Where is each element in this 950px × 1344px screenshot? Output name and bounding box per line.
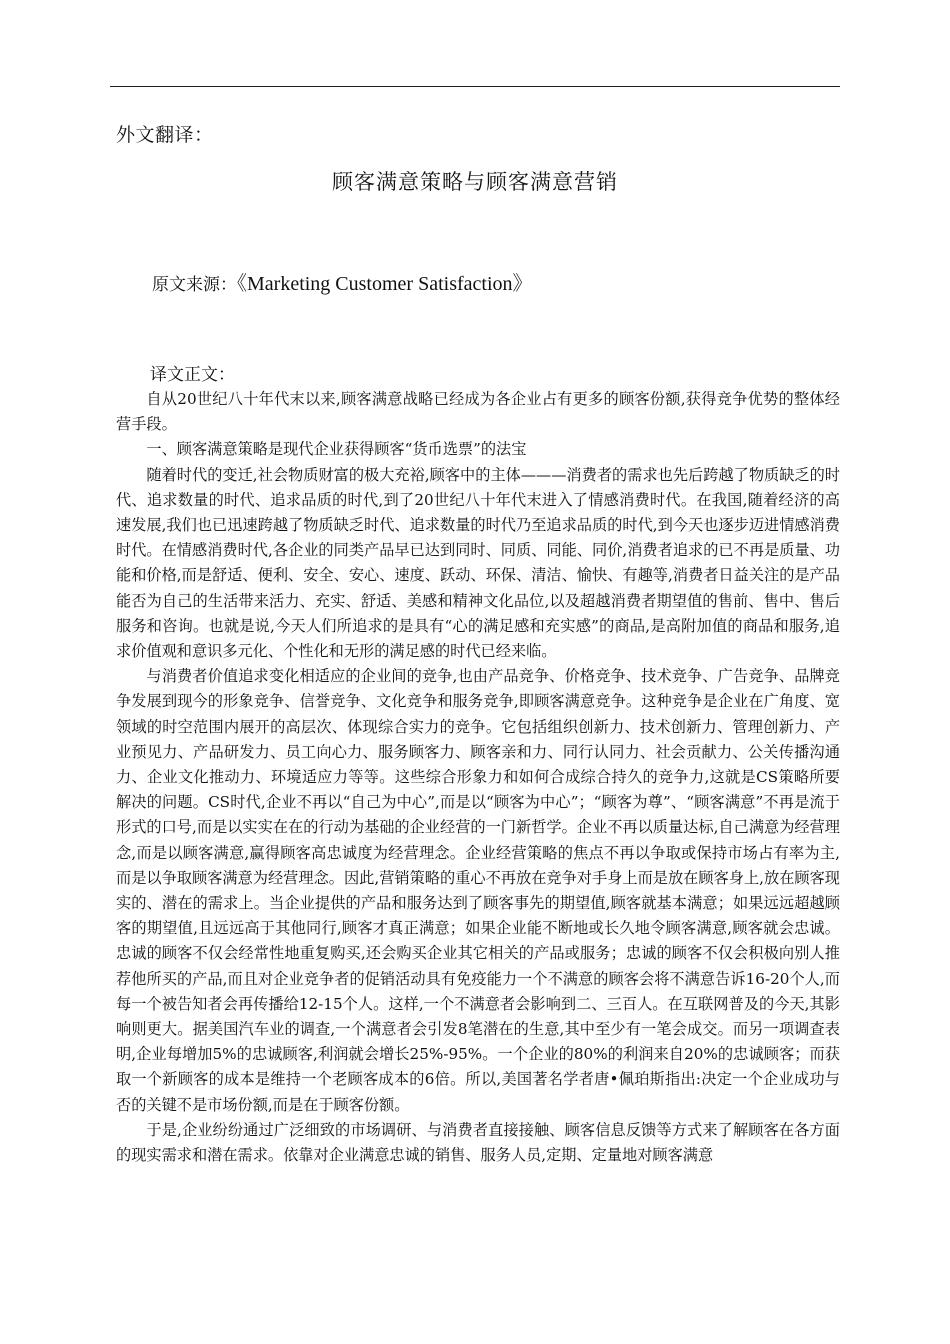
source-title: 《Marketing Customer Satisfaction》 <box>237 273 533 295</box>
paragraph: 自从20世纪八十年代末以来,顾客满意战略已经成为各企业占有更多的顾客份额,获得竞争优势的整体经营手段。 <box>116 390 840 434</box>
paragraph: 于是,企业纷纷通过广泛细致的市场调研、与消费者直接接触、顾客信息反馈等方式来了解顾客在各方面的现实需求和潜在需求。依靠对企业满意忠诚的销售、服务人员,定期、定量地对顾客满意 <box>116 1120 840 1165</box>
body-label: 译文正文： <box>150 365 235 385</box>
document-title: 顾客满意策略与顾客满意营销 <box>332 170 618 194</box>
paragraph: 与消费者价值追求变化相适应的企业间的竞争,也由产品竞争、价格竞争、技术竞争、广告竞争、品牌竞争发展到现今的形象竞争、信誉竞争、文化竞争和服务竞争,即顾客满意竞争。这种竞争是企业在广角度、宽领域的时空范围内展开的高层次、体现综合实力的竞争。它包括组织创新力、技术创新力、管理创新力、产业预见力、产品研发力、员工向心力、服务顾客力、顾客亲和力、同行认同力、社会贡献力、公关传播沟通力、企业文化推动力、环境适应力等等。这些综合形象力和如何合成综合持久的竞争力,这就是CS策略所要解决的问题。CS时代,企业不再以“自己为中心”,而是以“顾客为中心”；“顾客为尊”、“顾客满意”不再是流于形式的口号,而是以实实在在的行动为基础的企业经营的一门新哲学。企业不再以质量达标,自己满意为经营理念,而是以顾客满意,赢得顾客高忠诚度为经营理念。企业经营策略的焦点不再以争取或保持市场占有率为主,而是以争取顾客满意为经营理念。因此,营销策略的重心不再放在竞争对手身上而是放在顾客身上,放在顾客现实的、潜在的需求上。当企业提供的产品和服务达到了顾客事先的期望值,顾客就基本满意；如果远远超越顾客的期望值,且远远高于其他同行,顾客才真正满意；如果企业能不断地或长久地令顾客满意,顾客就会忠诚。忠诚的顾客不仅会经常性地重复购买,还会购买企业其它相关的产品或服务；忠诚的顾客不仅会积极向别人推荐他所买的产品,而且对企业竞争者的促销活动具有免疫能力一个不满意的顾客会将不满意告诉16-20个人,而每一个被告知者会再传播给12-15个人。这样,一个不满意者会影响到二、三百人。在互联网普及的今天,其影响则更大。据美国汽车业的调查,一个满意者会引发8笔潜在的生意,其中至少有一笔会成交。而另一项调查表明,企业每增加5%的忠诚顾客,利润就会增长25%-95%。一个企业的80%的利润来自20%的忠诚顾客；而获取一个新顾客的成本是维持一个老顾客成本的6倍。所以,美国著名学者唐•佩珀斯指出:决定一个企业成功与否的关键不是市场份额,而是在于顾客份额。 <box>116 667 840 1114</box>
body-text <box>116 387 840 1168</box>
source-line <box>152 272 533 297</box>
source-label: 原文来源： <box>152 275 237 295</box>
paragraph: 随着时代的变迁,社会物质财富的极大充裕,顾客中的主体———消费者的需求也先后跨越了物质缺乏的时代、追求数量的时代、追求品质的时代,到了20世纪八十年代末进入了情感消费时代。在我国,随着经济的高速发展,我们也已迅速跨越了物质缺乏时代、追求数量的时代乃至追求品质的时代,到今天也逐步迈进情感消费时代。在情感消费时代,各企业的同类产品早已达到同时、同质、同能、同价,消费者追求的已不再是质量、功能和价格,而是舒适、便利、安全、安心、速度、跃动、环保、清洁、愉快、有趣等,消费者日益关注的是产品能否为自己的生活带来活力、充实、舒适、美感和精神文化品位,以及超越消费者期望值的售前、售中、售后服务和咨询。也就是说,今天人们所追求的是具有“心的满足感和充实感”的商品,是高附加值的商品和服务,追求价值观和意识多元化、个性化和无形的满足感的时代已经来临。 <box>116 465 840 661</box>
section-heading: 一、顾客满意策略是现代企业获得顾客“货币选票”的法宝 <box>146 440 527 459</box>
header-rule <box>110 86 840 87</box>
section-label: 外文翻译： <box>116 124 214 146</box>
